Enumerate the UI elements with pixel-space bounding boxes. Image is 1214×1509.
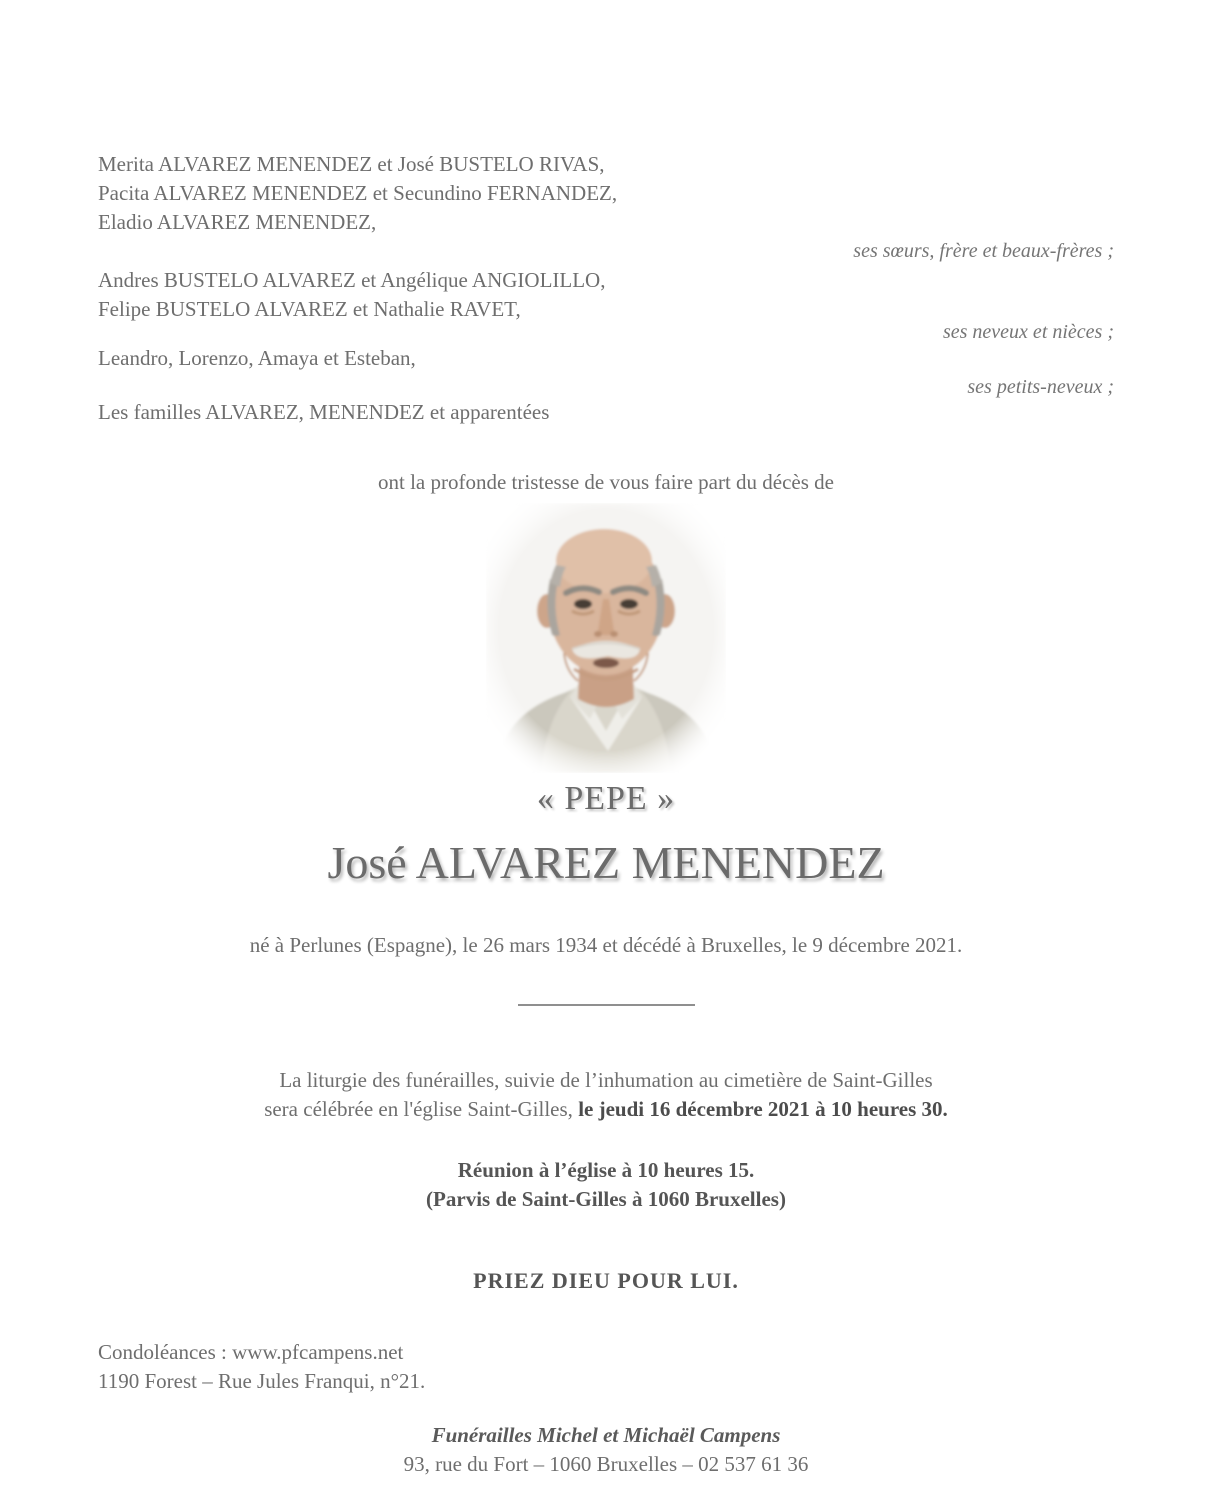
family-line: Pacita ALVAREZ MENENDEZ et Secundino FERNANDEZ,: [98, 181, 618, 205]
deceased-nickname: « PEPE »: [536, 780, 676, 817]
funeral-home-name: Funérailles Michel et Michaël Campens: [431, 1423, 781, 1447]
ceremony-details: [98, 1066, 1114, 1124]
meeting-line-2: (Parvis de Saint-Gilles à 1060 Bruxelles): [426, 1187, 786, 1211]
condolences-block: [98, 1338, 1114, 1396]
prayer-line: PRIEZ DIEU POUR LUI.: [473, 1268, 739, 1293]
deceased-name: José ALVAREZ MENENDEZ: [327, 837, 885, 888]
family-line: Leandro, Lorenzo, Amaya et Esteban,: [98, 346, 416, 370]
ceremony-line-2-normal: sera célébrée en l'église Saint-Gilles,: [264, 1097, 579, 1121]
condolences-address: 1190 Forest – Rue Jules Franqui, n°21.: [98, 1369, 426, 1393]
family-block-siblings: [98, 150, 1114, 237]
portrait-photo-illustration: [486, 503, 726, 773]
family-block-extended: [98, 398, 1114, 427]
relation-label-nephews: ses neveux et nièces ;: [942, 321, 1114, 343]
family-block-grandnephews: [98, 344, 1114, 373]
portrait-photo: [486, 503, 726, 773]
family-line: Merita ALVAREZ MENENDEZ et José BUSTELO RIVAS,: [98, 152, 605, 176]
meeting-details: [98, 1156, 1114, 1214]
funeral-home-address: 93, rue du Fort – 1060 Bruxelles – 02 537 61 36: [403, 1452, 809, 1476]
family-line: Eladio ALVAREZ MENENDEZ,: [98, 210, 377, 234]
relation-label-siblings: ses sœurs, frère et beaux-frères ;: [853, 240, 1114, 262]
family-line: Les familles ALVAREZ, MENENDEZ et apparentées: [98, 400, 550, 424]
ceremony-date-time: le jeudi 16 décembre 2021 à 10 heures 30.: [578, 1097, 948, 1121]
family-block-nephews: [98, 266, 1114, 324]
family-line: Felipe BUSTELO ALVAREZ et Nathalie RAVET,: [98, 297, 521, 321]
condolences-website: Condoléances : www.pfcampens.net: [98, 1340, 404, 1364]
ceremony-line-1: La liturgie des funérailles, suivie de l’inhumation au cimetière de Saint-Gilles: [279, 1068, 933, 1092]
funeral-home-footer: [98, 1421, 1114, 1479]
relation-label-grandnephews: ses petits-neveux ;: [967, 376, 1114, 398]
section-divider: [518, 1004, 695, 1006]
ceremony-line-2: [98, 1095, 1114, 1124]
family-line: Andres BUSTELO ALVAREZ et Angélique ANGIOLILLO,: [98, 268, 606, 292]
announcement-sentence: ont la profonde tristesse de vous faire part du décès de: [377, 470, 834, 494]
meeting-line-1: Réunion à l’église à 10 heures 15.: [457, 1158, 755, 1182]
life-dates: né à Perlunes (Espagne), le 26 mars 1934 et décédé à Bruxelles, le 9 décembre 2021.: [249, 933, 963, 957]
